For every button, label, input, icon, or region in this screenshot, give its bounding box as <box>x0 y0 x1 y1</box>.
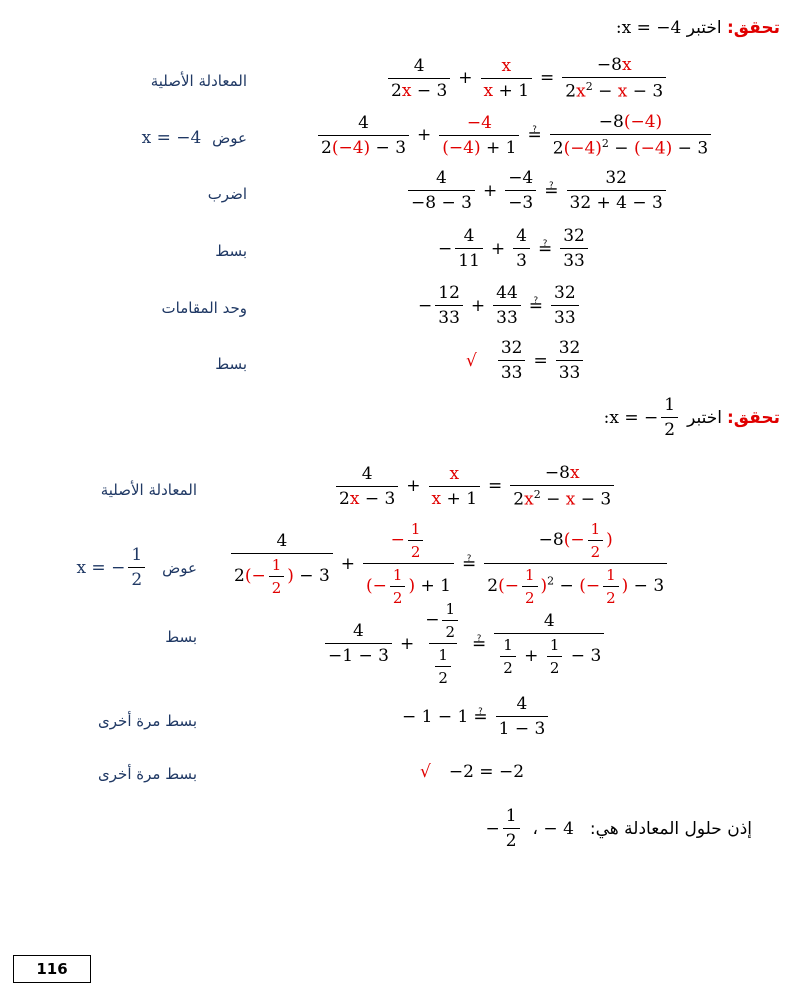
label-common-denominators: وحد المقامات <box>161 299 247 317</box>
check-text: اختبر <box>687 407 722 428</box>
conclusion-fraction: − $\frac{1}{2}$ <box>485 806 522 851</box>
equation-original: $\frac{4}{2x - 3}$ + $\frac{x}{x + 1}$ = $\frac{-8x}{2x^2 - x - 3}$ <box>385 55 669 102</box>
label-multiply: اضرب <box>207 185 247 203</box>
check-mark-icon: √ <box>466 350 477 371</box>
check-header-1 <box>616 18 780 38</box>
page-number: 116 <box>13 955 91 983</box>
label-simplify-again: بسط مرة أخرى <box>98 712 197 730</box>
check-value: :x = −4 <box>615 18 682 38</box>
check-header-2 <box>604 395 780 440</box>
label-original: المعادلة الأصلية <box>150 72 247 90</box>
label-simplify-again-2: بسط مرة أخرى <box>98 765 197 783</box>
equation-substitute-2: 4 2(− $\frac{1}{2}$ ) − 3 + − $\frac{1}{2}$ (− $\frac{1}{2}$ ) + 1 ≟ −8(− $\frac{1}{2}$ ) 2(− $\frac{1}{2}$ )$^2$ − (− $\frac{1}{2}$ ) − 3 <box>228 520 670 607</box>
equation-substitute: $\frac{4}{2(-4) - 3}$ + $\frac{-4}{(-4) + 1}$ ≟ $\frac{-8(-4)}{2(-4)^2 - (-4) - 3}$ <box>315 112 714 159</box>
equation-original-2: $\frac{4}{2x - 3}$ + $\frac{x}{x + 1}$ = $\frac{-8x}{2x^2 - x - 3}$ <box>333 463 617 510</box>
label-simplify-2: بسط <box>215 355 247 373</box>
check-mark-icon: √ <box>420 762 431 782</box>
label-substitute: عوض x = −4 <box>141 128 247 148</box>
equation-multiply: $\frac{4}{-8 - 3}$ + $\frac{-4}{-3}$ ≟ $\frac{32}{32 + 4 - 3}$ <box>405 168 669 213</box>
label-simplify: بسط <box>215 242 247 260</box>
equation-simplify-again: − 1 − 1 ≟ $\frac{4}{1 - 3}$ <box>402 694 551 739</box>
conclusion-text: إذن حلول المعادلة هي: <box>589 818 752 839</box>
conclusion-values: 4 − ، <box>532 818 574 839</box>
check-keyword: تحقق: <box>727 18 780 38</box>
equation-simplify-2: $\frac{4}{-1 - 3}$ + − $\frac{1}{2}$ $\frac{1}{2}$ ≟ 4 $\frac{1}{2}$ + $\frac{1}{2}$ − 3 <box>322 600 607 687</box>
label-simplify-3: بسط <box>165 628 197 646</box>
check-value: : x = − $\frac{1}{2}$ <box>604 395 681 440</box>
check-keyword: تحقق: <box>727 407 780 428</box>
equation-simplify: − $\frac{4}{11}$ + $\frac{4}{3}$ ≟ $\frac{32}{33}$ <box>438 226 591 271</box>
equation-result-2: √ −2 = −2 <box>420 762 525 782</box>
conclusion <box>485 806 752 851</box>
equation-result-1: √ $\frac{32}{33}$ = $\frac{32}{33}$ <box>466 338 586 383</box>
check-text: اختبر <box>686 18 722 38</box>
equation-common-denominators: − $\frac{12}{33}$ + $\frac{44}{33}$ ≟ $\frac{32}{33}$ <box>418 283 582 328</box>
label-substitute-2: عوض x = − $\frac{1}{2}$ <box>76 545 197 590</box>
label-original-2: المعادلة الأصلية <box>100 481 197 499</box>
